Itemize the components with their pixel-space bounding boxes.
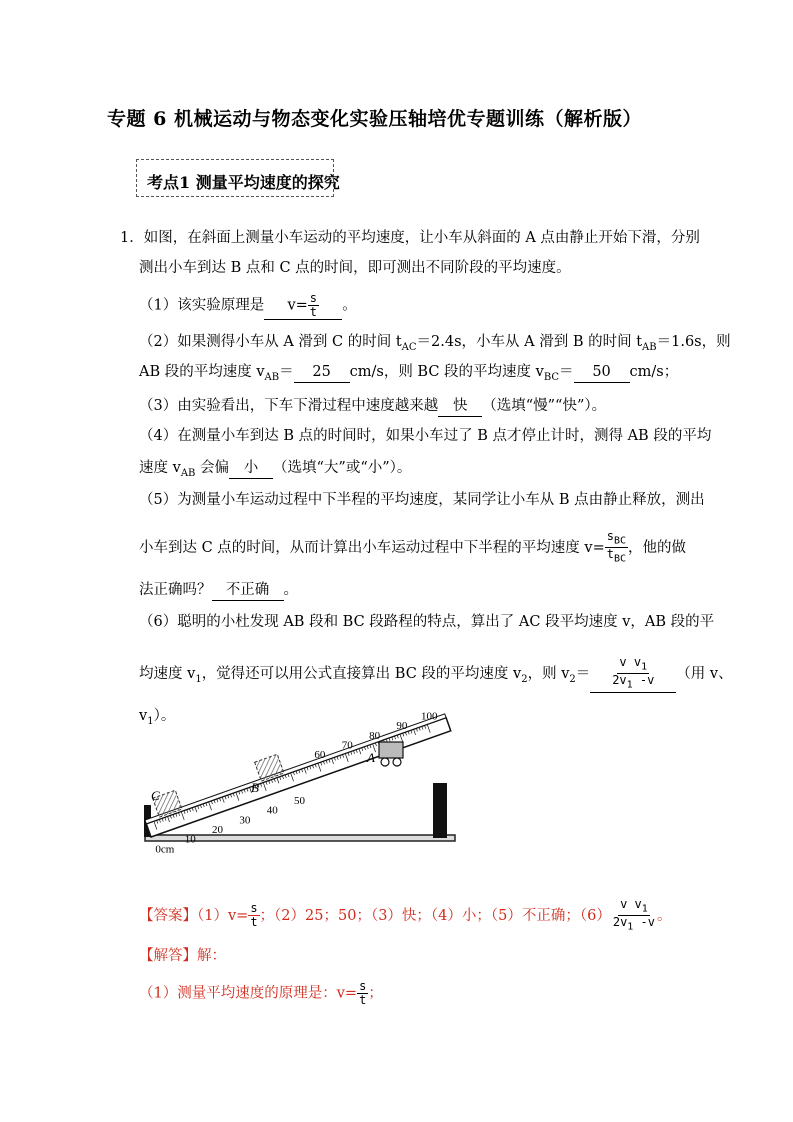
- part2-line1: （2）如果测得小车从 A 滑到 C 的时间 $t_{AC}=2.4s$，小车从 A 滑到 B 的时间 $t_{AB}=1.6s$，则: [139, 334, 731, 353]
- formula-s-over-t: $\frac{s}{t}$: [309, 291, 318, 319]
- part2-answer-vab: 25: [294, 362, 350, 383]
- part2-line2: AB 段的平均速度 $v_{AB}= 25$ cm/s，则 BC 段的平均速度 $v_{BC}= 50$ cm/s；: [139, 364, 679, 383]
- car-a: [379, 742, 403, 766]
- part4-line2: 速度 $v_{AB}$ 会偏 小 （选填“大”或“小”）。: [139, 460, 412, 479]
- ruler-label: 70: [341, 739, 353, 752]
- ruler-label: 10: [184, 833, 196, 846]
- part2-answer-vbc: 50: [574, 362, 630, 383]
- ruler-label: 50: [294, 794, 306, 807]
- ruler-label: 80: [369, 729, 381, 742]
- part1-line: （1）该实验原理是 v= $\frac{s}{t}$ 。: [139, 291, 357, 319]
- ruler-label: 30: [239, 814, 251, 827]
- part6-line2: 均速度 $v_1$，觉得还可以用公式直接算出 BC 段的平均速度 $v_2$，则 $v_2=$ $\frac{v v_1}{2v_1 -v}$ （用 v、: [139, 655, 733, 691]
- part1-answer-blank: v= $\frac{s}{t}$: [264, 292, 342, 320]
- part4-line1: （4）在测量小车到达 B 点的时间时，如果小车过了 B 点才停止计时，测得 AB 段的平均: [139, 428, 712, 444]
- ruler-label: 40: [266, 804, 278, 817]
- page-title: 专题 6 机械运动与物态变化实验压轴培优专题训练（解析版）: [107, 108, 642, 130]
- topic-label: 考点1 测量平均速度的探究: [147, 173, 340, 192]
- part6-answer-blank: [590, 656, 676, 693]
- part5-line3: 法正确吗？ 不正确 。: [139, 580, 298, 601]
- part5-line1: （5）为测量小车运动过程中下半程的平均速度，某同学让小车从 B 点由静止释放，测出: [139, 492, 705, 508]
- ruler-label: 90: [396, 720, 408, 733]
- solution-formula-s-over-t: $\frac{s}{t}$: [359, 979, 367, 1007]
- ruler-label: 20: [212, 823, 224, 836]
- part5-line2: 小车到达 C 点的时间，从而计算出小车运动过程中下半程的平均速度 v= $\frac{s_{BC}}{t_{BC}}$ ，他的做: [139, 529, 687, 565]
- solution-line1: （1）测量平均速度的原理是：v= $\frac{s}{t}$ ；: [139, 979, 383, 1007]
- part5-answer: 不正确: [212, 580, 284, 601]
- answer-line: 【答案】（1）v= $\frac{s}{t}$ ；（2）25；50；（3）快；（4）小；（5）不正确；（6） $\frac{v v_1}{2v_1 -v}$ 。: [139, 897, 672, 933]
- ruler-label: 60: [314, 749, 326, 762]
- ruler-label: 100: [420, 710, 438, 723]
- part6-line1: （6）聪明的小杜发现 AB 段和 BC 段路程的特点，算出了 AC 段平均速度 v，AB 段的平: [139, 614, 715, 630]
- formula-sbc-over-tbc: $\frac{s_{BC}}{t_{BC}}$: [606, 529, 627, 565]
- support-post: [433, 783, 447, 838]
- question-intro-line2: 测出小车到达 B 点和 C 点的时间，即可测出不同阶段的平均速度。: [139, 260, 571, 276]
- solution-heading: 【解答】解：: [139, 948, 226, 964]
- formula-vv1: $\frac{v v_1}{2v_1 -v}$: [612, 655, 655, 691]
- part3-answer: 快: [438, 396, 482, 417]
- question-intro-line1: 1．如图，在斜面上测量小车运动的平均速度，让小车从斜面的 A 点由静止开始下滑，分别: [120, 230, 700, 246]
- answer-formula-vv1: $\frac{v v_1}{2v_1 -v}$: [612, 897, 656, 933]
- label-b: B: [251, 780, 259, 795]
- part6-line3: $v_1$）。: [139, 708, 176, 727]
- answer-label: 【答案】: [139, 907, 197, 924]
- label-a: A: [367, 750, 375, 765]
- question-number: 1．: [120, 230, 144, 246]
- part3-line: （3）由实验看出，下车下滑过程中速度越来越 快 （选填“慢”“快”）。: [139, 396, 606, 417]
- ruler-label: 0cm: [155, 843, 175, 856]
- part4-answer: 小: [229, 458, 273, 479]
- ruler: [145, 714, 451, 837]
- label-c: C: [151, 788, 160, 803]
- answer-formula-s-over-t: $\frac{s}{t}$: [250, 901, 258, 930]
